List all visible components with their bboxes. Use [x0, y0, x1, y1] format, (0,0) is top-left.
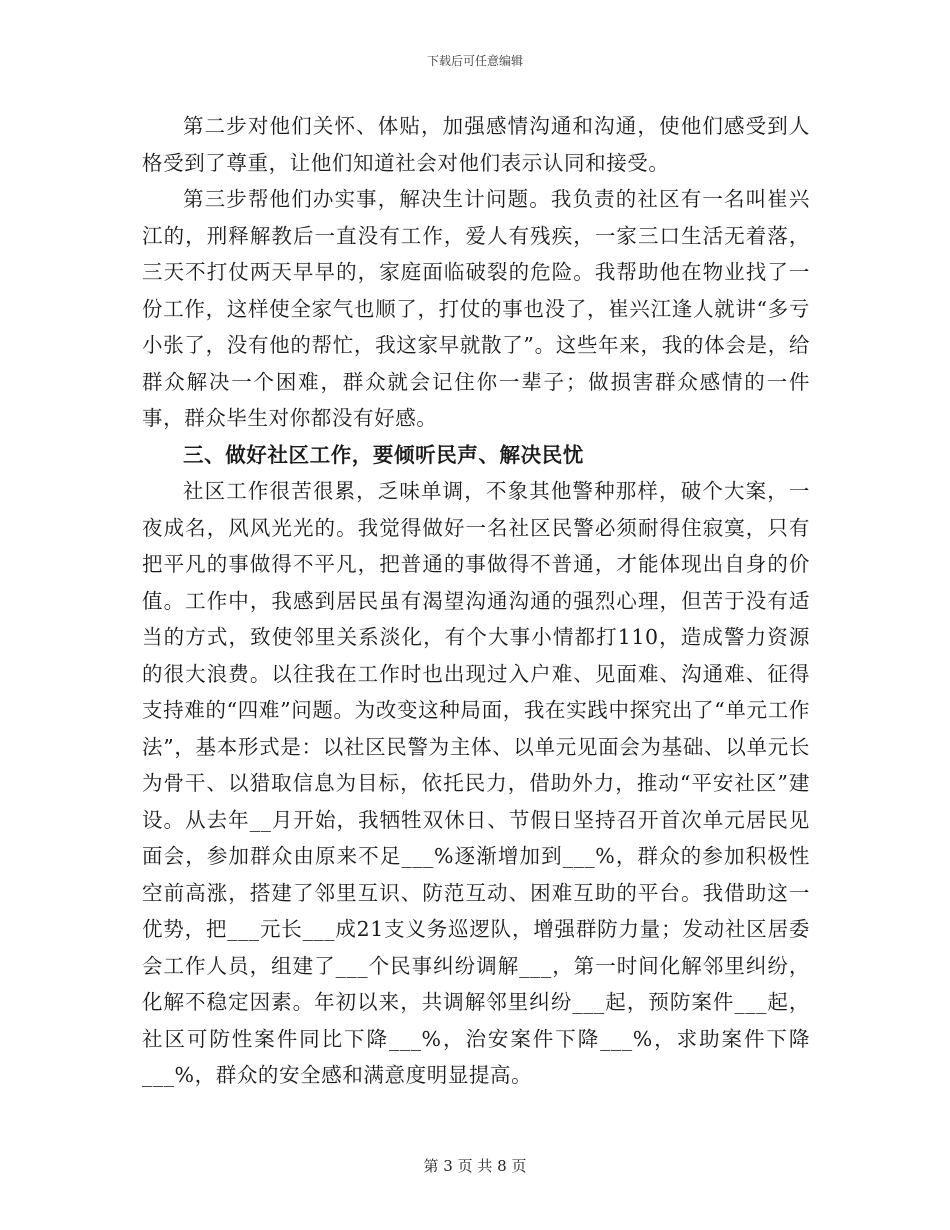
- paragraph-step-two: 第二步对他们关怀、体贴，加强感情沟通和沟通，使他们感受到人格受到了尊重，让他们知道社会对他们表示认同和接受。: [142, 114, 810, 175]
- section-heading: 三、做好社区工作，要倾听民声、解决民忧: [183, 442, 584, 467]
- page-header: 下载后可任意编辑: [426, 54, 523, 68]
- page-number-footer: 第 3 页 共 8 页: [423, 1157, 527, 1175]
- document-body: [142, 108, 810, 1094]
- paragraph-section-three: 社区工作很苦很累，乏味单调，不象其他警种那样，破个大案，一夜成名，风风光光的。我觉得做好一名社区民警必须耐得住寂寞，只有把平凡的事做得不平凡，把普通的事做得不普通，才能体现出自身的价值。工作中，我感到居民虽有渴望沟通沟通的强烈心理，但苦于没有适当的方式，致使邻里关系淡化，有个大事小情都打110，造成警力资源的很大浪费。以往我在工作时也出现过入户难、见面难、沟通难、征得支持难的“四难”问题。为改变这种局面，我在实践中探究出了“单元工作法”，基本形式是：以社区民警为主体、以单元见面会为基础、以单元长为骨干、以猎取信息为目标，依托民力，借助外力，推动“平安社区”建设。从去年__月开始，我牺牲双休日、节假日坚持召开首次单元居民见面会，参加群众由原来不足___%逐渐增加到___%，群众的参加积极性空前高涨，搭建了邻里互识、防范互动、困难互助的平台。我借助这一优势，把___元长___成21支义务巡逻队，增强群防力量；发动社区居委会工作人员，组建了___个民事纠纷调解___，第一时间化解邻里纠纷，化解不稳定因素。年初以来，共调解邻里纠纷___起，预防案件___起，社区可防性案件同比下降___%，治安案件下降___%，求助案件下降___%，群众的安全感和满意度明显提高。: [142, 479, 810, 1087]
- paragraph-step-three: 第三步帮他们办实事，解决生计问题。我负责的社区有一名叫崔兴江的，刑释解教后一直没有工作，爱人有残疾，一家三口生活无着落，三天不打仗两天早早的，家庭面临破裂的危险。我帮助他在物业找了一份工作，这样使全家气也顺了，打仗的事也没了，崔兴江逢人就讲“多亏小张了，没有他的帮忙，我这家早就散了”。这些年来，我的体会是，给群众解决一个困难，群众就会记住你一辈子；做损害群众感情的一件事，群众毕生对你都没有好感。: [142, 187, 810, 430]
